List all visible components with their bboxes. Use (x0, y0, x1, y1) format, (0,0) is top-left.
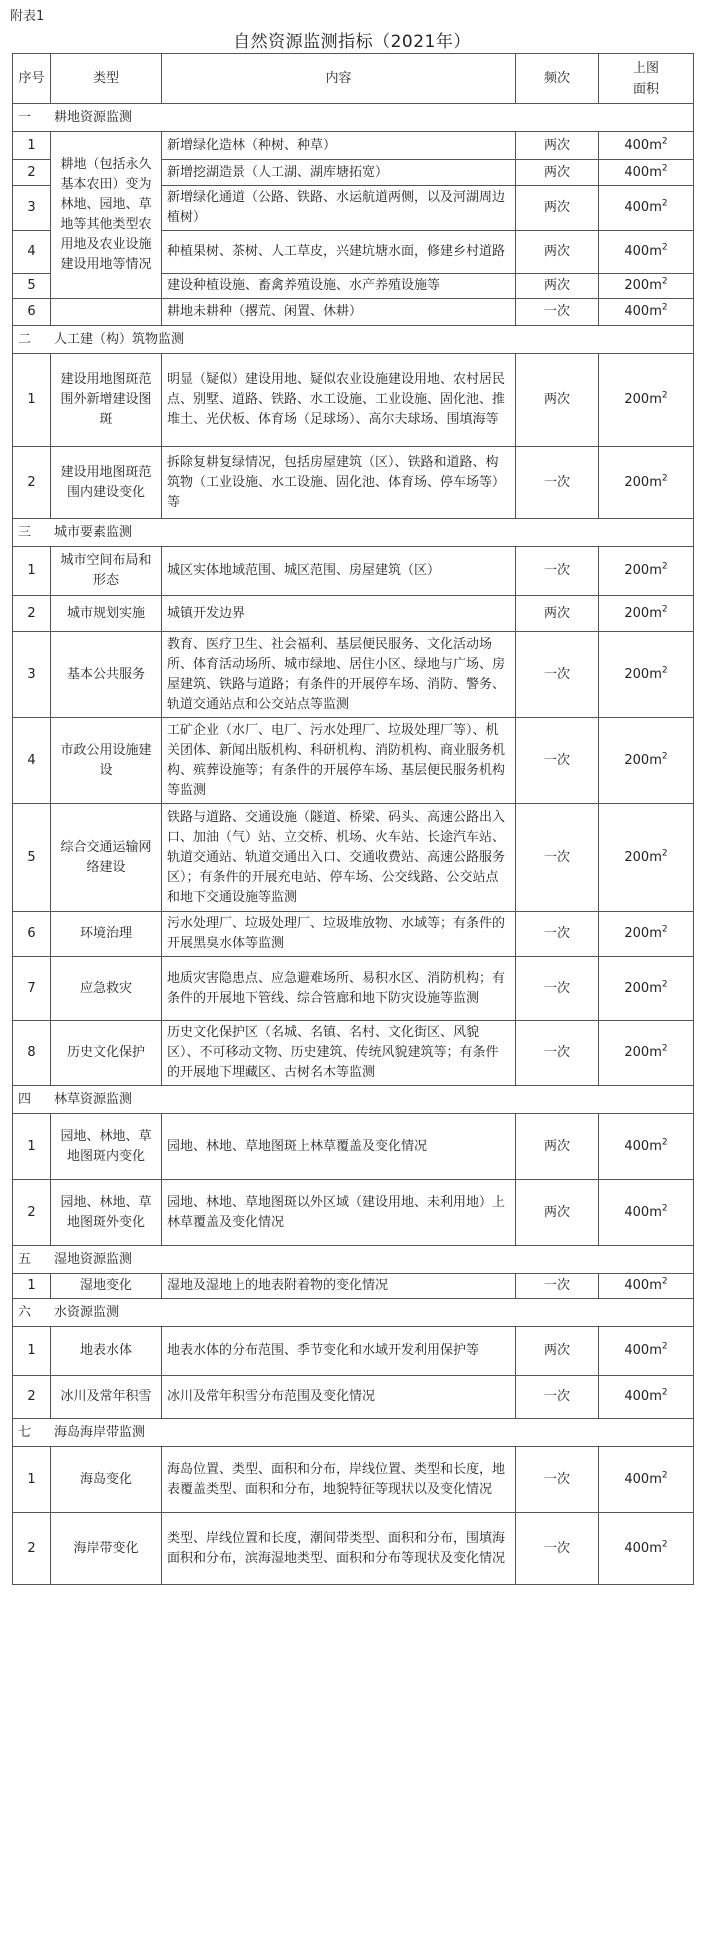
row-type: 园地、林地、草地图斑外变化 (51, 1180, 162, 1246)
header-area-line2: 面积 (632, 81, 659, 97)
row-index: 5 (13, 804, 51, 912)
row-area-value: 400m (624, 1540, 662, 1556)
table-row (13, 132, 694, 160)
row-area-value: 400m (624, 200, 662, 215)
row-area-value: 400m (624, 137, 662, 153)
section-title (13, 1419, 694, 1447)
table-body (13, 104, 694, 1585)
row-area-value: 200m (624, 605, 662, 621)
table-row (13, 1447, 694, 1513)
row-area-exponent: 2 (661, 1137, 668, 1148)
row-area-value: 200m (624, 1045, 662, 1060)
section-name: 人工建（构）筑物监测 (54, 331, 185, 347)
row-content: 地表水体的分布范围、季节变化和水域开发利用保护等 (162, 1327, 516, 1376)
table-header-row (13, 54, 694, 104)
row-frequency: 一次 (516, 957, 599, 1021)
row-type: 城市空间布局和形态 (51, 547, 162, 596)
row-area (599, 160, 694, 186)
row-frequency: 两次 (516, 1327, 599, 1376)
section-number: 七 (18, 1424, 32, 1440)
row-area-value: 400m (624, 304, 662, 319)
row-area (599, 718, 694, 804)
row-area (599, 1513, 694, 1585)
row-content: 明显（疑似）建设用地、疑似农业设施建设用地、农村居民点、别墅、道路、铁路、水工设施、工业设施、固化池、推堆土、光伏板、体育场（足球场）、高尔夫球场、围填海等 (162, 354, 516, 447)
table-row (13, 912, 694, 957)
row-index: 2 (13, 1376, 51, 1419)
header-area-line1: 上图 (632, 60, 659, 76)
row-frequency: 两次 (516, 231, 599, 274)
row-area (599, 1274, 694, 1299)
section-name: 水资源监测 (54, 1304, 120, 1320)
row-area-exponent: 2 (661, 163, 668, 174)
row-area-exponent: 2 (661, 751, 668, 762)
row-area-value: 400m (624, 1389, 662, 1404)
row-area-exponent: 2 (661, 1203, 668, 1214)
row-content: 建设种植设施、畜禽养殖设施、水产养殖设施等 (162, 274, 516, 299)
row-type: 海岸带变化 (51, 1513, 162, 1585)
row-area-exponent: 2 (661, 390, 668, 401)
section-number: 五 (18, 1251, 32, 1267)
row-area-exponent: 2 (661, 979, 668, 990)
row-content: 拆除复耕复绿情况，包括房屋建筑（区）、铁路和道路、构筑物（工业设施、水工设施、固化池、体育场、停车场等）等 (162, 447, 516, 519)
section-name: 海岛海岸带监测 (54, 1424, 146, 1440)
row-frequency: 两次 (516, 186, 599, 231)
table-row (13, 1114, 694, 1180)
monitoring-table (12, 53, 694, 1585)
row-frequency: 一次 (516, 718, 599, 804)
row-type: 历史文化保护 (51, 1021, 162, 1086)
row-index: 1 (13, 132, 51, 160)
row-index: 4 (13, 231, 51, 274)
row-area-value: 400m (624, 1204, 662, 1220)
row-index: 5 (13, 274, 51, 299)
row-area (599, 1376, 694, 1419)
row-area-exponent: 2 (661, 473, 668, 484)
section-row (13, 519, 694, 547)
row-area (599, 912, 694, 957)
row-area-exponent: 2 (661, 848, 668, 859)
table-row (13, 957, 694, 1021)
section-row (13, 1299, 694, 1327)
row-area-exponent: 2 (661, 242, 668, 253)
row-index: 7 (13, 957, 51, 1021)
row-frequency: 一次 (516, 804, 599, 912)
row-area-exponent: 2 (661, 1341, 668, 1352)
section-number: 六 (18, 1304, 32, 1320)
row-content: 新增绿化造林（种树、种草） (162, 132, 516, 160)
row-type: 建设用地图斑范围内建设变化 (51, 447, 162, 519)
row-area-value: 200m (624, 926, 662, 941)
row-content: 园地、林地、草地图斑上林草覆盖及变化情况 (162, 1114, 516, 1180)
table-row (13, 1021, 694, 1086)
row-area-value: 200m (624, 752, 662, 768)
section-row (13, 326, 694, 354)
row-frequency: 一次 (516, 299, 599, 326)
row-area-exponent: 2 (661, 665, 668, 676)
row-area-exponent: 2 (661, 136, 668, 147)
row-frequency: 两次 (516, 132, 599, 160)
section-number: 四 (18, 1091, 32, 1107)
section-number: 一 (18, 109, 32, 125)
row-area-exponent: 2 (661, 198, 668, 209)
row-area-exponent: 2 (661, 302, 668, 313)
row-content: 海岛位置、类型、面积和分布，岸线位置、类型和长度，地表覆盖类型、面积和分布，地貌特征等现状以及变化情况 (162, 1447, 516, 1513)
row-content: 历史文化保护区（名城、名镇、名村、文化街区、风貌区）、不可移动文物、历史建筑、传统风貌建筑等；有条件的开展地下埋藏区、古树名木等监测 (162, 1021, 516, 1086)
row-area (599, 804, 694, 912)
row-content: 工矿企业（水厂、电厂、污水处理厂、垃圾处理厂等）、机关团体、新闻出版机构、科研机构、消防机构、商业服务机构、殡葬设施等；有条件的开展停车场、基层便民服务机构等监测 (162, 718, 516, 804)
section-title (13, 326, 694, 354)
table-row (13, 547, 694, 596)
row-area-exponent: 2 (661, 1470, 668, 1481)
row-index: 6 (13, 299, 51, 326)
row-index: 3 (13, 632, 51, 718)
row-area (599, 274, 694, 299)
row-content: 类型、岸线位置和长度，潮间带类型、面积和分布，围填海面积和分布，滨海湿地类型、面积和分布等现状及变化情况 (162, 1513, 516, 1585)
table-row (13, 632, 694, 718)
row-area (599, 299, 694, 326)
row-type: 城市规划实施 (51, 596, 162, 632)
table-row (13, 299, 694, 326)
row-frequency: 一次 (516, 1447, 599, 1513)
row-index: 4 (13, 718, 51, 804)
row-index: 8 (13, 1021, 51, 1086)
row-index: 1 (13, 1447, 51, 1513)
row-area-value: 200m (624, 474, 662, 490)
row-frequency: 两次 (516, 354, 599, 447)
section-title (13, 1086, 694, 1114)
row-area-value: 200m (624, 849, 662, 865)
row-area (599, 447, 694, 519)
row-area-value: 200m (624, 392, 662, 407)
header-area (599, 54, 694, 104)
row-area (599, 231, 694, 274)
row-area-exponent: 2 (661, 1043, 668, 1054)
section-name: 城市要素监测 (54, 524, 133, 540)
section-title (13, 1299, 694, 1327)
row-content: 园地、林地、草地图斑以外区域（建设用地、未利用地）上林草覆盖及变化情况 (162, 1180, 516, 1246)
table-row (13, 354, 694, 447)
row-area (599, 596, 694, 632)
row-content: 种植果树、茶树、人工草皮，兴建坑塘水面，修建乡村道路 (162, 231, 516, 274)
section-name: 耕地资源监测 (54, 109, 133, 125)
row-index: 1 (13, 547, 51, 596)
row-content: 湿地及湿地上的地表附着物的变化情况 (162, 1274, 516, 1299)
row-area-exponent: 2 (661, 1276, 668, 1287)
row-frequency: 一次 (516, 1513, 599, 1585)
row-type: 应急救灾 (51, 957, 162, 1021)
row-type: 建设用地图斑范围外新增建设图斑 (51, 354, 162, 447)
row-area (599, 1114, 694, 1180)
row-area-value: 200m (624, 980, 662, 996)
table-row (13, 447, 694, 519)
section-number: 二 (18, 331, 32, 347)
row-frequency: 一次 (516, 632, 599, 718)
table-row (13, 1376, 694, 1419)
section-row (13, 1086, 694, 1114)
section-title (13, 104, 694, 132)
row-type: 地表水体 (51, 1327, 162, 1376)
row-area (599, 547, 694, 596)
row-type: 基本公共服务 (51, 632, 162, 718)
section-title (13, 1246, 694, 1274)
row-content: 地质灾害隐患点、应急避难场所、易积水区、消防机构；有条件的开展地下管线、综合管廊和地下防灾设施等监测 (162, 957, 516, 1021)
row-content: 城区实体地域范围、城区范围、房屋建筑（区） (162, 547, 516, 596)
row-content: 教育、医疗卫生、社会福利、基层便民服务、文化活动场所、体育活动场所、城市绿地、居住小区、绿地与广场、房屋建筑、铁路与道路；有条件的开展停车场、消防、警务、轨道交通站点和公交站点等监测 (162, 632, 516, 718)
row-index: 1 (13, 1327, 51, 1376)
row-frequency: 一次 (516, 1274, 599, 1299)
row-index: 2 (13, 160, 51, 186)
row-index: 1 (13, 1274, 51, 1299)
row-area-value: 400m (624, 1278, 662, 1293)
row-area (599, 186, 694, 231)
section-row (13, 104, 694, 132)
row-frequency: 两次 (516, 160, 599, 186)
row-area (599, 1021, 694, 1086)
row-type: 环境治理 (51, 912, 162, 957)
table-row (13, 1274, 694, 1299)
row-frequency: 一次 (516, 1376, 599, 1419)
row-content: 耕地未耕种（撂荒、闲置、休耕） (162, 299, 516, 326)
row-index: 3 (13, 186, 51, 231)
row-area-exponent: 2 (661, 561, 668, 572)
table-row (13, 596, 694, 632)
row-frequency: 两次 (516, 1180, 599, 1246)
row-frequency: 一次 (516, 912, 599, 957)
row-type: 市政公用设施建设 (51, 718, 162, 804)
section-name: 林草资源监测 (54, 1091, 133, 1107)
header-type: 类型 (51, 54, 162, 104)
table-row (13, 1327, 694, 1376)
row-area (599, 632, 694, 718)
row-area-value: 200m (624, 278, 662, 293)
row-frequency: 一次 (516, 547, 599, 596)
row-index: 2 (13, 1180, 51, 1246)
row-content: 铁路与道路、交通设施（隧道、桥梁、码头、高速公路出入口、加油（气）站、立交桥、机场、火车站、长途汽车站、轨道交通站、轨道交通出入口、交通收费站、高速公路服务区）；有条件的开展充电站、停车场、公交线路、公交站点和地下交通设施等监测 (162, 804, 516, 912)
row-content: 城镇开发边界 (162, 596, 516, 632)
section-row (13, 1419, 694, 1447)
row-content: 冰川及常年积雪分布范围及变化情况 (162, 1376, 516, 1419)
row-area-value: 400m (624, 1138, 662, 1154)
row-frequency: 一次 (516, 447, 599, 519)
row-area-value: 400m (624, 1343, 662, 1358)
row-type: 园地、林地、草地图斑内变化 (51, 1114, 162, 1180)
row-frequency: 两次 (516, 274, 599, 299)
row-area-exponent: 2 (661, 1387, 668, 1398)
row-area-value: 200m (624, 666, 662, 682)
row-type-empty (51, 299, 162, 326)
page-title: 自然资源监测指标（2021年） (233, 32, 471, 52)
row-type: 海岛变化 (51, 1447, 162, 1513)
header-content: 内容 (162, 54, 516, 104)
row-area-value: 400m (624, 244, 662, 259)
row-type: 综合交通运输网络建设 (51, 804, 162, 912)
row-content: 污水处理厂、垃圾处理厂、垃圾堆放物、水域等；有条件的开展黑臭水体等监测 (162, 912, 516, 957)
row-area-exponent: 2 (661, 604, 668, 615)
row-type: 冰川及常年积雪 (51, 1376, 162, 1419)
row-area (599, 354, 694, 447)
row-area-exponent: 2 (661, 1539, 668, 1550)
row-frequency: 两次 (516, 1114, 599, 1180)
table-row (13, 804, 694, 912)
row-content: 新增挖湖造景（人工湖、湖库塘拓宽） (162, 160, 516, 186)
row-index: 2 (13, 596, 51, 632)
row-area-value: 400m (624, 164, 662, 180)
row-area (599, 1180, 694, 1246)
row-frequency: 一次 (516, 1021, 599, 1086)
row-area-exponent: 2 (661, 924, 668, 935)
table-row (13, 1513, 694, 1585)
section-row (13, 1246, 694, 1274)
table-row (13, 1180, 694, 1246)
row-index: 1 (13, 354, 51, 447)
section-name: 湿地资源监测 (54, 1251, 133, 1267)
row-content: 新增绿化通道（公路、铁路、水运航道两侧，以及河湖周边植树） (162, 186, 516, 231)
row-area (599, 132, 694, 160)
row-index: 2 (13, 1513, 51, 1585)
header-frequency: 频次 (516, 54, 599, 104)
row-index: 2 (13, 447, 51, 519)
row-index: 1 (13, 1114, 51, 1180)
table-row (13, 718, 694, 804)
section-number: 三 (18, 524, 32, 540)
row-area-exponent: 2 (661, 276, 668, 287)
row-area (599, 1327, 694, 1376)
row-frequency: 两次 (516, 596, 599, 632)
row-area (599, 957, 694, 1021)
row-type: 湿地变化 (51, 1274, 162, 1299)
appendix-label: 附表1 (10, 9, 45, 24)
row-area (599, 1447, 694, 1513)
section-title (13, 519, 694, 547)
row-index: 6 (13, 912, 51, 957)
row-area-value: 400m (624, 1471, 662, 1487)
row-type: 耕地（包括永久基本农田）变为林地、园地、草地等其他类型农用地及农业设施建设用地等情况 (51, 132, 162, 299)
header-index: 序号 (13, 54, 51, 104)
row-area-value: 200m (624, 563, 662, 578)
